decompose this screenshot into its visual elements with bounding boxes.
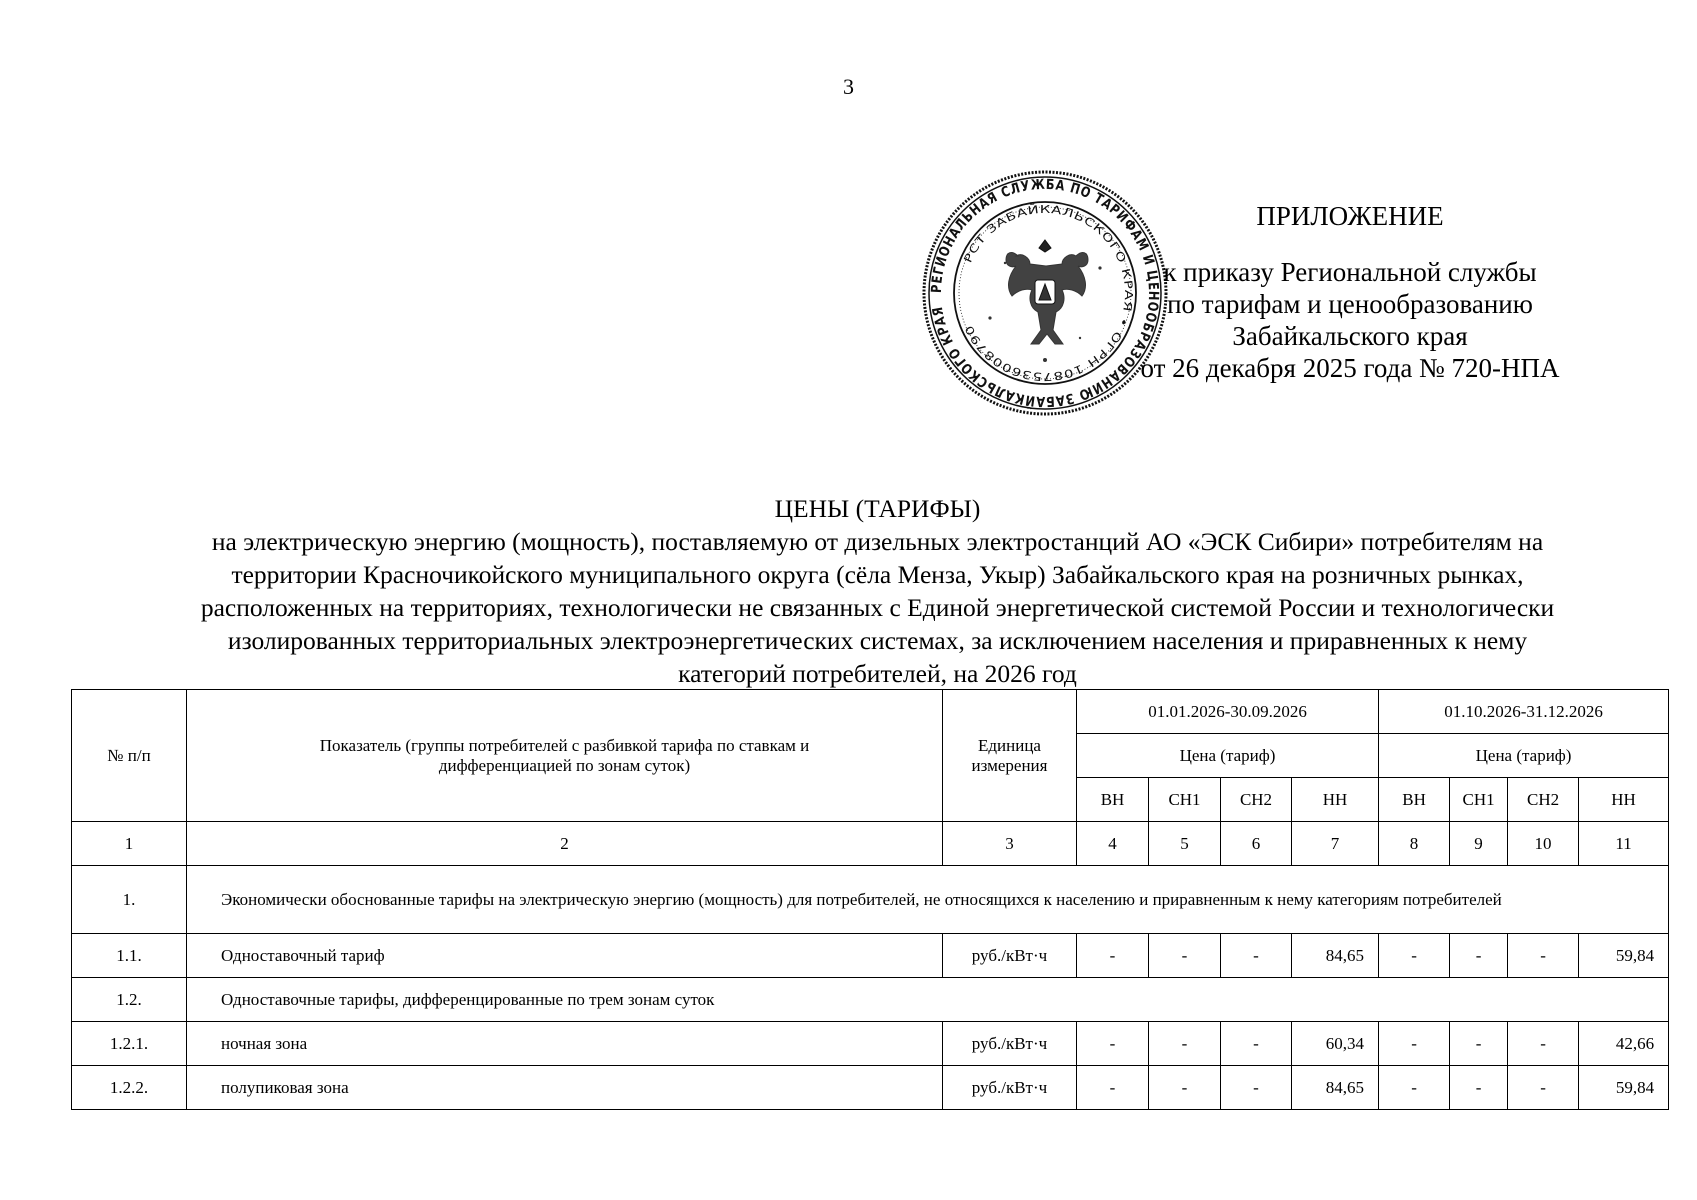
column-numbers-row xyxy=(72,822,1669,866)
row-value: 60,34 xyxy=(1292,1022,1379,1066)
row-value: - xyxy=(1077,1066,1149,1110)
column-number: 6 xyxy=(1221,822,1292,866)
row-indicator: Одноставочные тарифы, дифференцированные по трем зонам суток xyxy=(187,978,1669,1022)
row-indicator: полупиковая зона xyxy=(187,1066,943,1110)
voltage-level: НН xyxy=(1292,778,1379,822)
row-value: - xyxy=(1379,1066,1450,1110)
row-number: 1. xyxy=(72,866,187,934)
title-line: на электрическую энергию (мощность), поставляемую от дизельных электростанций АО «ЭСК Сибири» потребителям на xyxy=(211,527,1544,556)
row-number: 1.2.2. xyxy=(72,1066,187,1110)
header-cell-unit: Единица измерения xyxy=(943,690,1077,822)
header-cell-no: № п/п xyxy=(72,690,187,822)
column-number: 9 xyxy=(1450,822,1508,866)
row-indicator-text: Экономически обоснованные тарифы на электрическую энергию (мощность) для потребителей, не относящихся к населению и приравненным к нему категориям потребителей xyxy=(221,890,1502,909)
column-number: 3 xyxy=(943,822,1077,866)
voltage-level: СН1 xyxy=(1149,778,1221,822)
title-line: изолированных территориальных электроэнергетических системах, за исключением населения и приравненных к нему xyxy=(227,626,1528,655)
row-indicator: ночная зона xyxy=(187,1022,943,1066)
header-row xyxy=(72,690,1669,734)
row-unit: руб./кВт·ч xyxy=(943,1022,1077,1066)
page-number: 3 xyxy=(843,74,854,99)
row-value: - xyxy=(1379,1022,1450,1066)
table-row xyxy=(72,978,1669,1022)
table-row xyxy=(72,1066,1669,1110)
appendix-line: Забайкальского края xyxy=(1232,321,1468,351)
row-value: - xyxy=(1508,1066,1579,1110)
appendix-line: к приказу Региональной службы xyxy=(1163,257,1537,287)
column-number: 2 xyxy=(187,822,943,866)
table-row xyxy=(72,1022,1669,1066)
title-line: расположенных на территориях, технологически не связанных с Единой энергетической системой России и технологически xyxy=(200,593,1555,622)
row-value: - xyxy=(1149,934,1221,978)
voltage-level: СН1 xyxy=(1450,778,1508,822)
row-value: - xyxy=(1379,934,1450,978)
row-value: 42,66 xyxy=(1579,1022,1669,1066)
appendix-heading: ПРИЛОЖЕНИЕ xyxy=(1256,201,1444,231)
row-number: 1.2.1. xyxy=(72,1022,187,1066)
appendix-line: от 26 декабря 2025 года № 720-НПА xyxy=(1140,353,1560,383)
appendix-line: по тарифам и ценообразованию xyxy=(1167,289,1533,319)
title-line: территории Красночикойского муниципального округа (сёла Менза, Укыр) Забайкальского края на розничных рынках, xyxy=(231,560,1524,589)
voltage-level: СН2 xyxy=(1508,778,1579,822)
title-line: категорий потребителей, на 2026 год xyxy=(678,659,1077,688)
header-period-2: 01.10.2026-31.12.2026 xyxy=(1379,690,1669,734)
row-unit: руб./кВт·ч xyxy=(943,934,1077,978)
row-value: - xyxy=(1077,934,1149,978)
svg-text:РСТ ЗАБАЙКАЛЬСКОГО КРАЯ • ОГРН: РСТ ЗАБАЙКАЛЬСКОГО КРАЯ • ОГРН 1087536008790 xyxy=(961,202,1136,384)
document-title xyxy=(80,492,1675,690)
row-value: - xyxy=(1450,1066,1508,1110)
voltage-level: СН2 xyxy=(1221,778,1292,822)
table-row xyxy=(72,934,1669,978)
svg-text:РЕГИОНАЛЬНАЯ СЛУЖБА ПО ТАРИФАМ: РЕГИОНАЛЬНАЯ СЛУЖБА ПО ТАРИФАМ И ЦЕНООБРАЗОВАНИЮ ЗАБАЙКАЛЬСКОГО КРАЯ xyxy=(928,176,1162,410)
row-value: 59,84 xyxy=(1579,934,1669,978)
row-value: - xyxy=(1508,934,1579,978)
column-number: 7 xyxy=(1292,822,1379,866)
column-number: 5 xyxy=(1149,822,1221,866)
table-row xyxy=(72,866,1669,934)
row-number: 1.1. xyxy=(72,934,187,978)
column-number: 11 xyxy=(1579,822,1669,866)
header-price-label: Цена (тариф) xyxy=(1379,734,1669,778)
row-value: - xyxy=(1221,1022,1292,1066)
voltage-level: ВН xyxy=(1379,778,1450,822)
column-number: 10 xyxy=(1508,822,1579,866)
row-value: - xyxy=(1221,934,1292,978)
row-unit: руб./кВт·ч xyxy=(943,1066,1077,1110)
column-number: 8 xyxy=(1379,822,1450,866)
column-number: 1 xyxy=(72,822,187,866)
row-value: 59,84 xyxy=(1579,1066,1669,1110)
header-period-1: 01.01.2026-30.09.2026 xyxy=(1077,690,1379,734)
row-value: - xyxy=(1450,934,1508,978)
title-line: ЦЕНЫ (ТАРИФЫ) xyxy=(774,494,981,523)
row-number: 1.2. xyxy=(72,978,187,1022)
row-indicator: Одноставочный тариф xyxy=(187,934,943,978)
row-value: 84,65 xyxy=(1292,1066,1379,1110)
row-indicator xyxy=(187,866,1669,934)
header-cell-indicator: Показатель (группы потребителей с разбивкой тарифа по ставкам и дифференциацией по зонам суток) xyxy=(187,690,943,822)
row-value: - xyxy=(1149,1022,1221,1066)
voltage-level: ВН xyxy=(1077,778,1149,822)
appendix-block xyxy=(1120,200,1580,384)
row-value: - xyxy=(1508,1022,1579,1066)
row-value: - xyxy=(1450,1022,1508,1066)
tariff-table xyxy=(71,689,1669,1110)
row-value: 84,65 xyxy=(1292,934,1379,978)
row-value: - xyxy=(1149,1066,1221,1110)
header-price-label: Цена (тариф) xyxy=(1077,734,1379,778)
row-value: - xyxy=(1221,1066,1292,1110)
column-number: 4 xyxy=(1077,822,1149,866)
voltage-level: НН xyxy=(1579,778,1669,822)
row-value: - xyxy=(1077,1022,1149,1066)
